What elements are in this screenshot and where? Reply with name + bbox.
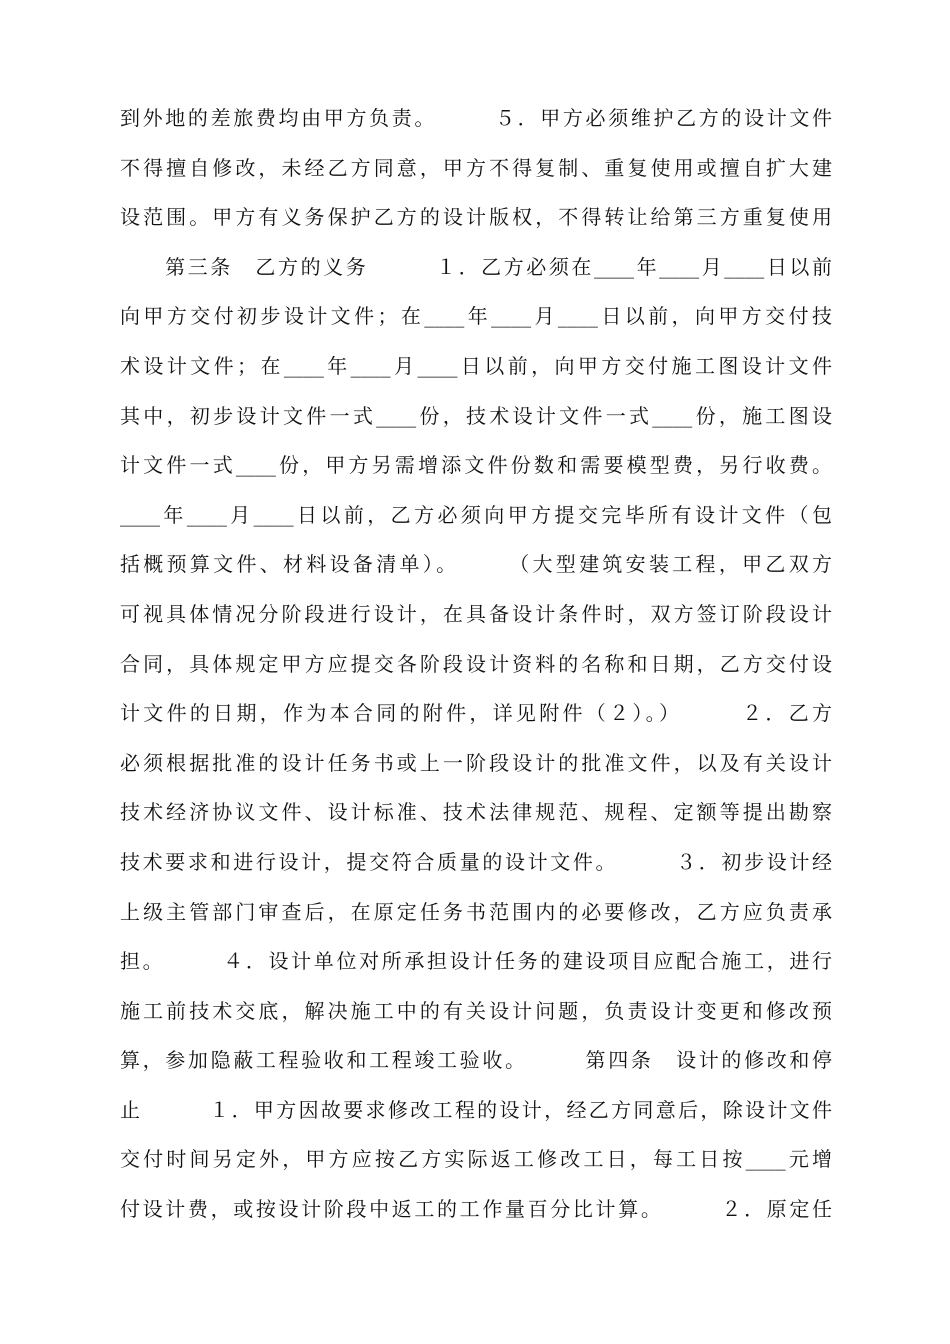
text-line: 其中，初步设计文件一式____份，技术设计文件一式____份，施工图设 xyxy=(120,403,832,428)
text-line: 担。 ４．设计单位对所承担设计任务的建设项目应配合施工，进行 xyxy=(120,949,832,974)
text-line: 括概预算文件、材料设备清单）。 （大型建筑安装工程，甲乙双方 xyxy=(120,552,832,577)
text-line: ____年____月____日以前，乙方必须向甲方提交完毕所有设计文件（包 xyxy=(120,502,832,527)
text-line: 合同，具体规定甲方应提交各阶段设计资料的名称和日期，乙方交付设 xyxy=(120,651,832,676)
contract-body-text xyxy=(120,94,832,1235)
text-line: 止 １．甲方因故要求修改工程的设计，经乙方同意后，除设计文件 xyxy=(120,1097,832,1122)
text-line: 术设计文件；在____年____月____日以前，向甲方交付施工图设计文件 xyxy=(120,353,832,378)
text-line: 施工前技术交底，解决施工中的有关设计问题，负责设计变更和修改预 xyxy=(120,998,832,1023)
text-line: 交付时间另定外，甲方应按乙方实际返工修改工日，每工日按____元增 xyxy=(120,1147,832,1172)
text-line: 技术要求和进行设计，提交符合质量的设计文件。 ３．初步设计经 xyxy=(120,849,832,874)
text-line: 不得擅自修改，未经乙方同意，甲方不得复制、重复使用或擅自扩大建 xyxy=(120,155,832,180)
text-line: 付设计费，或按设计阶段中返工的工作量百分比计算。 ２．原定任 xyxy=(120,1197,832,1222)
text-line: 到外地的差旅费均由甲方负责。 ５．甲方必须维护乙方的设计文件 xyxy=(120,106,832,130)
text-line: 技术经济协议文件、设计标准、技术法律规范、规程、定额等提出勘察 xyxy=(120,800,832,825)
text-line: 必须根据批准的设计任务书或上一阶段设计的批准文件，以及有关设计 xyxy=(120,750,832,775)
text-line: 计文件的日期，作为本合同的附件，详见附件（２）。） ２．乙方 xyxy=(120,701,832,726)
text-line: 设范围。甲方有义务保护乙方的设计版权，不得转让给第三方重复使用 xyxy=(120,205,832,230)
text-line: 上级主管部门审查后，在原定任务书范围内的必要修改，乙方应负责承 xyxy=(120,899,832,924)
text-line: 算，参加隐蔽工程验收和工程竣工验收。 第四条 设计的修改和停 xyxy=(120,1048,832,1073)
text-line: 计文件一式____份，甲方另需增添文件份数和需要模型费，另行收费。 xyxy=(120,453,832,478)
text-line: 可视具体情况分阶段进行设计，在具备设计条件时，双方签订阶段设计 xyxy=(120,601,832,626)
text-line: 向甲方交付初步设计文件；在____年____月____日以前，向甲方交付技 xyxy=(120,304,832,329)
text-line: 第三条 乙方的义务 １．乙方必须在____年____月____日以前 xyxy=(120,254,832,279)
